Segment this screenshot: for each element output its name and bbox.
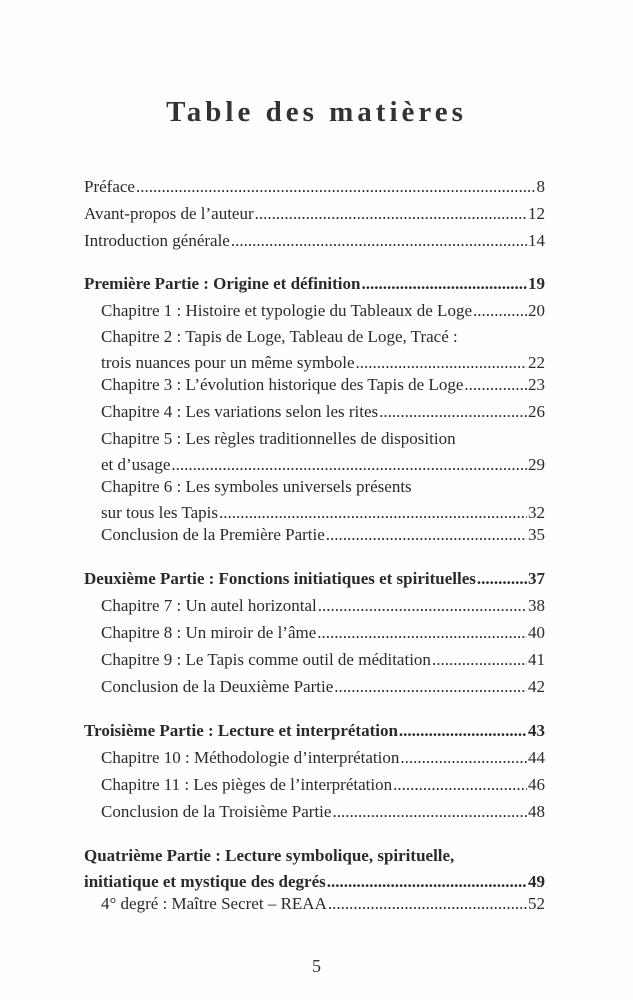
- toc-entry-title-line1: Quatrième Partie : Lecture symbolique, spirituelle,: [84, 846, 455, 865]
- toc-entry-title: Introduction générale: [84, 231, 230, 250]
- toc-chapter-8[interactable]: [101, 620, 545, 646]
- toc-part-3[interactable]: [84, 718, 545, 744]
- toc-conclusion-part-3[interactable]: [101, 799, 545, 825]
- toc-part-2[interactable]: [84, 566, 545, 592]
- toc-entry-page: 40: [528, 623, 545, 642]
- toc-entry-page: 32: [528, 503, 545, 522]
- toc-entry-page: 14: [528, 231, 545, 250]
- toc-entry-title: Chapitre 4 : Les variations selon les rites: [101, 402, 379, 421]
- toc-conclusion-part-2[interactable]: [101, 674, 545, 700]
- toc-entry-page: 19: [528, 274, 545, 293]
- toc-chapter-2[interactable]: [101, 324, 545, 376]
- toc-entry-page: 26: [528, 402, 545, 421]
- toc-entry-page: 43: [528, 721, 545, 740]
- toc-chapter-1[interactable]: [101, 298, 545, 324]
- dot-leader: [473, 298, 527, 324]
- toc-chapter-4[interactable]: [101, 399, 545, 425]
- toc-entry-page: 49: [528, 872, 545, 891]
- toc-entry-title: Deuxième Partie : Fonctions initiatiques et spirituelles: [84, 569, 476, 588]
- toc-entry-page: 52: [528, 894, 545, 913]
- toc-chapter-10[interactable]: [101, 745, 545, 771]
- toc-chapter-6[interactable]: [101, 474, 545, 526]
- toc-chapter-3[interactable]: [101, 372, 545, 398]
- toc-entry-title: Chapitre 1 : Histoire et typologie du Tableaux de Loge: [101, 301, 472, 320]
- toc-entry-title: Troisième Partie : Lecture et interprétation: [84, 721, 398, 740]
- dot-leader: [361, 271, 527, 297]
- toc-chapter-11[interactable]: [101, 772, 545, 798]
- toc-entry-title: Chapitre 3 : L’évolution historique des Tapis de Loge: [101, 375, 464, 394]
- toc-entry-page: 48: [528, 802, 545, 821]
- toc-entry-title: Préface: [84, 177, 135, 196]
- toc-entry-title: 4° degré : Maître Secret – REAA: [101, 894, 327, 913]
- dot-leader: [326, 522, 527, 548]
- toc-entry-page: 42: [528, 677, 545, 696]
- toc-chapter-9[interactable]: [101, 647, 545, 673]
- page-number: 5: [312, 956, 321, 976]
- toc-entry-title: Chapitre 9 : Le Tapis comme outil de méditation: [101, 650, 431, 669]
- toc-entry-title: Chapitre 10 : Méthodologie d’interprétation: [101, 748, 400, 767]
- toc-entry-title: Conclusion de la Première Partie: [101, 525, 325, 544]
- toc-entry-title: sur tous les Tapis: [101, 503, 219, 522]
- toc-entry-title-line1: Chapitre 5 : Les règles traditionnelles de disposition: [101, 429, 456, 448]
- toc-degree-4[interactable]: [101, 891, 545, 917]
- dot-leader: [464, 372, 527, 398]
- toc-chapter-7[interactable]: [101, 593, 545, 619]
- toc-entry-title: et d’usage: [101, 455, 171, 474]
- toc-entry-title-line1: Chapitre 2 : Tapis de Loge, Tableau de Loge, Tracé :: [101, 327, 458, 346]
- toc-entry-page: 41: [528, 650, 545, 669]
- dot-leader: [399, 718, 527, 744]
- toc-entry-title: Conclusion de la Deuxième Partie: [101, 677, 334, 696]
- dot-leader: [255, 201, 527, 227]
- dot-leader: [477, 566, 527, 592]
- dot-leader: [393, 772, 527, 798]
- toc-entry-title: Avant-propos de l’auteur: [84, 204, 254, 223]
- toc-entry-page: 20: [528, 301, 545, 320]
- toc-entry-page: 29: [528, 455, 545, 474]
- toc-entry-page: 12: [528, 204, 545, 223]
- toc-entry-page: 23: [528, 375, 545, 394]
- dot-leader: [328, 891, 527, 917]
- toc-entry-page: 38: [528, 596, 545, 615]
- toc-entry-title: Chapitre 7 : Un autel horizontal: [101, 596, 317, 615]
- toc-entry-preface[interactable]: [84, 174, 545, 200]
- toc-entry-title: Chapitre 11 : Les pièges de l’interprétation: [101, 775, 393, 794]
- dot-leader: [317, 620, 527, 646]
- dot-leader: [379, 399, 527, 425]
- toc-entry-avant-propos[interactable]: [84, 201, 545, 227]
- toc-entry-page: 35: [528, 525, 545, 544]
- toc-entry-title: Chapitre 8 : Un miroir de l’âme: [101, 623, 317, 642]
- toc-entry-page: 46: [528, 775, 545, 794]
- dot-leader: [334, 674, 527, 700]
- dot-leader: [432, 647, 527, 673]
- toc-entry-title: trois nuances pour un même symbole: [101, 353, 355, 372]
- dot-leader: [231, 228, 527, 254]
- dot-leader: [332, 799, 527, 825]
- dot-leader: [318, 593, 527, 619]
- toc-chapter-5[interactable]: [101, 426, 545, 478]
- toc-entry-title-line1: Chapitre 6 : Les symboles universels présents: [101, 477, 412, 496]
- toc-entry-title: initiatique et mystique des degrés: [84, 872, 326, 891]
- toc-entry-title: Conclusion de la Troisième Partie: [101, 802, 332, 821]
- dot-leader: [400, 745, 527, 771]
- toc-part-1[interactable]: [84, 271, 545, 297]
- toc-conclusion-part-1[interactable]: [101, 522, 545, 548]
- toc-entry-page: 8: [536, 177, 545, 196]
- toc-entry-page: 44: [528, 748, 545, 767]
- toc-entry-page: 37: [528, 569, 545, 588]
- toc-entry-page: 22: [528, 353, 545, 372]
- toc-part-4[interactable]: [84, 843, 545, 895]
- toc-entry-title: Première Partie : Origine et définition: [84, 274, 361, 293]
- dot-leader: [136, 174, 536, 200]
- toc-entry-introduction[interactable]: [84, 228, 545, 254]
- page-title: Table des matières: [166, 96, 467, 128]
